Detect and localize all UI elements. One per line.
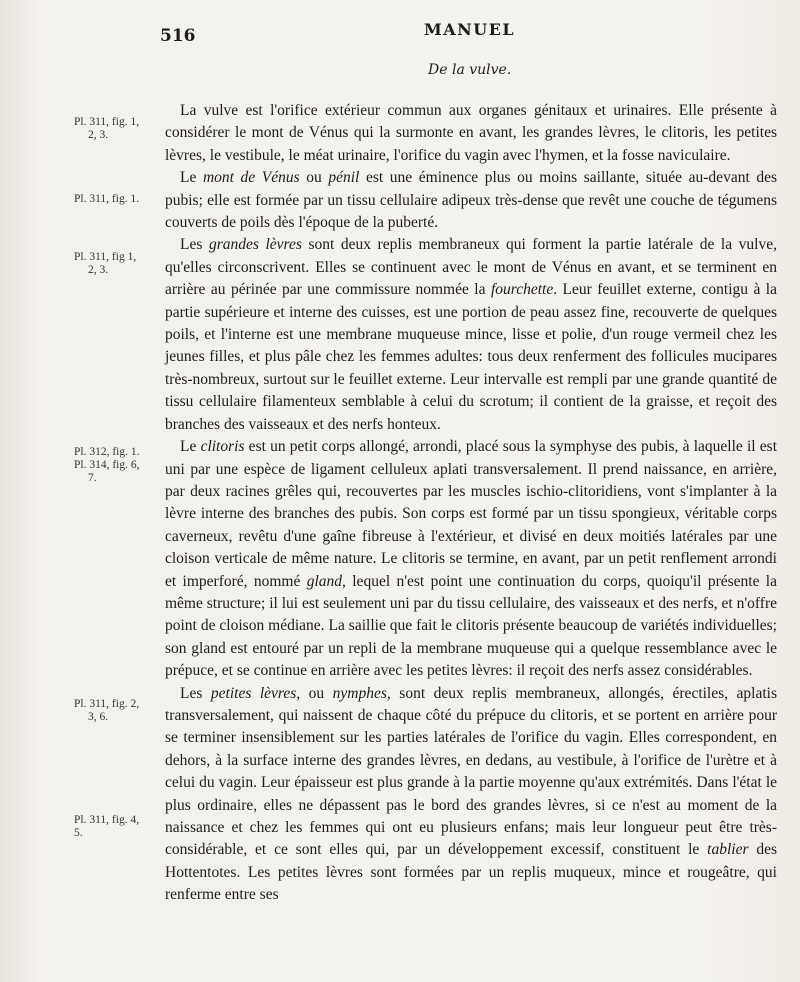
paragraph xyxy=(165,167,777,234)
margin-note-line: Pl. 311, fig. 4, xyxy=(74,814,140,826)
text-run: est un petit corps allongé, arrondi, placé sous la symphyse des pubis, à laquelle il est uni par une espèce de ligament celluleux aplati transversalement. Il prend naissance, en arrière, par deux racines grêles qui, recouvertes par les muscles ischio-clitoridiens, vont s'implanter à la lèvre interne des branches des pubis. Son corps est formé par un tissu spongieux, véritable corps caverneux, revêtu d'une gaîne fibreuse à l'extérieur, et divisé en deux moitiés latérales par une cloison verticale de même nature. Le clitoris se termine, en avant, par un petit renflement arrondi et imperforé, nommé xyxy=(165,438,778,590)
margin-note-line: 2, 3. xyxy=(88,264,109,276)
text-run: , lequel n'est point une continuation du corps, quoiqu'il présente la même structure; il lui est seulement uni par du tissu cellulaire, des vaisseaux et des nerfs, et n'offre point de cloison médiane. La saillie que fait le clitoris présente beaucoup de variétés individuelles; son gland est entouré par un repli de la membrane muqueuse qui a quelque ressemblance avec le prépuce, et se continue en arrière avec les petites lèvres: il reçoit des nerfs assez considérables. xyxy=(165,572,777,680)
running-title: MANUEL xyxy=(424,20,516,39)
margin-note xyxy=(74,193,164,206)
section-title: De la vulve. xyxy=(428,62,512,78)
italic-term: petites lèvres xyxy=(210,684,297,702)
italic-term: tablier xyxy=(707,841,749,859)
italic-term: pénil xyxy=(328,169,360,187)
text-run: Le xyxy=(180,438,201,456)
text-run: . Leur feuillet externe, contigu à la partie supérieure et interne des cuisses, est une portion de peau assez fine, recouverte de quelques poils, et l'interne est une membrane muqueuse mince, lisse et polie, d'un rouge vermeil chez les jeunes filles, et plus pâle chez les femmes adultes: tous deux renferment des follicules mucipares très-nombreux, surtout sur le feuillet externe. Leur intervalle est rempli par une grande quantité de tissu cellulaire filamenteux semblable à celui du scrotum; il contient de la graisse, et reçoit des branches des vaisseaux et des nerfs honteux. xyxy=(165,281,777,433)
text-run: des Hottentotes. Les petites lèvres sont formées par un replis muqueux, mince et rougeâtre, qui renferme entre ses xyxy=(165,841,778,904)
body-text xyxy=(165,100,777,907)
page-number: 516 xyxy=(160,26,196,46)
text-run: sont deux replis membraneux qui forment la partie latérale de la vulve, qu'elles circonscrivent. Elles se continuent avec le mont de Vénus en avant, et se terminent en arrière au périnée par une commissure nommée la xyxy=(165,236,777,299)
text-run: Le xyxy=(180,169,203,187)
text-run: Les xyxy=(180,684,211,702)
margin-note-line: Pl. 311, fig. 1. xyxy=(74,193,140,205)
italic-term: grandes lèvres xyxy=(208,236,302,254)
margin-note-line: Pl. 314, fig. 6, xyxy=(74,459,140,471)
text-run: La vulve est l'orifice extérieur commun aux organes génitaux et urinaires. Elle présente à considérer le mont de Vénus qui la surmonte en avant, les grandes lèvres, le clitoris, les petites lèvres, le vestibule, le méat urinaire, l'orifice du vagin avec l'hymen, et la fosse naviculaire. xyxy=(165,102,777,164)
paragraph xyxy=(165,436,777,682)
margin-note xyxy=(74,698,164,724)
text-run: , ou xyxy=(296,684,333,702)
margin-note xyxy=(74,814,164,840)
margin-note-line: Pl. 311, fig. 1, xyxy=(74,116,140,128)
text-run: ou xyxy=(299,169,329,187)
margin-note-line: Pl. 311, fig 1, xyxy=(74,251,137,263)
paragraph xyxy=(165,683,777,907)
italic-term: nymphes xyxy=(332,684,387,702)
italic-term: fourchette xyxy=(490,281,554,299)
text-run: Les xyxy=(180,236,209,254)
text-run: , sont deux replis membraneux, allongés, érectiles, aplatis transversalement, qui naissent de chaque côté du prépuce du clitoris, et se portent en arrière pour se terminer insensiblement sur les parties latérales de l'orifice du vagin. Elles correspondent, en dehors, à la surface interne des grandes lèvres, en dedans, au vestibule, à l'orifice de l'urètre et à celui du vagin. Leur épaisseur est plus grande à la partie moyenne qu'aux extrémités. Dans l'état le plus ordinaire, elles ne dépassent pas le bord des grandes lèvres, si ce n'est au moment de la naissance et chez les femmes qui ont eu plusieurs enfans; mais leur longueur peut être très-considérable, et ce sont elles qui, par un développement excessif, constituent le xyxy=(165,684,777,859)
margin-note xyxy=(74,446,164,485)
margin-note-line: Pl. 312, fig. 1. xyxy=(74,446,140,458)
paragraph xyxy=(165,100,777,167)
margin-note-line: Pl. 311, fig. 2, xyxy=(74,698,140,710)
text-run: est une éminence plus ou moins saillante, située au-devant des pubis; elle est formée par un tissu cellulaire adipeux très-dense que revêt une couche de tégumens couverts de poils dès l'époque de la puberté. xyxy=(165,169,778,232)
paragraph xyxy=(165,234,777,436)
italic-term: gland xyxy=(306,572,343,590)
italic-term: clitoris xyxy=(200,438,245,456)
margin-note xyxy=(74,251,164,277)
margin-note xyxy=(74,116,164,142)
margin-note-line: 5. xyxy=(74,827,83,839)
margin-note-line: 2, 3. xyxy=(88,129,109,141)
italic-term: mont de Vénus xyxy=(202,169,300,187)
margin-note-line: 3, 6. xyxy=(88,711,109,723)
margin-note-line: 7. xyxy=(88,472,97,484)
